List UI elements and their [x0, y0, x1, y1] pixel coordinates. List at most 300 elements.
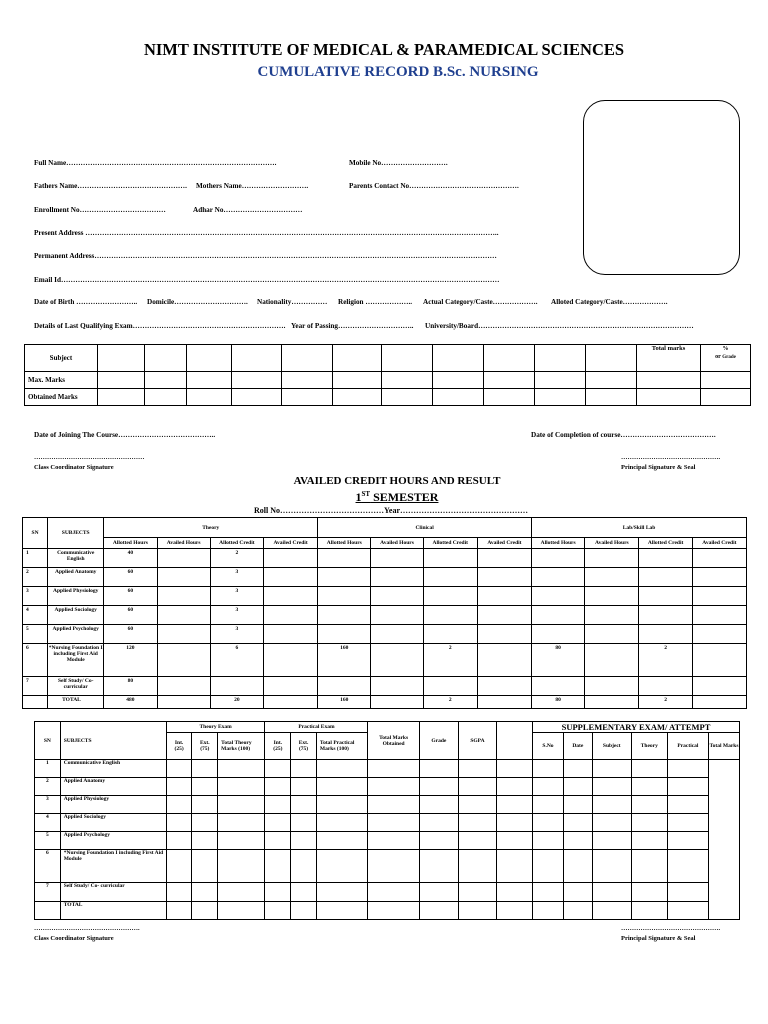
supp-theory-cell[interactable] [592, 796, 631, 814]
credit-hours-title: AVAILED CREDIT HOURS AND RESULT [293, 475, 501, 487]
lab-availed-credit-cell[interactable] [692, 568, 746, 587]
nationality-field[interactable]: Nationality…………… [257, 298, 328, 306]
result-table [34, 721, 740, 920]
lab-availed-credit-cell[interactable] [692, 587, 746, 606]
total-theory-cell[interactable] [218, 850, 265, 883]
theory-int-cell[interactable] [166, 760, 192, 778]
practical-ext-cell[interactable] [291, 850, 317, 883]
supp-sno-cell[interactable] [497, 832, 533, 850]
enrollment-field[interactable]: Enrollment No……………………………… [34, 206, 166, 214]
theory-ext-cell[interactable] [192, 814, 218, 832]
result-subject-cell: Applied Physiology [60, 796, 166, 814]
record-title: CUMULATIVE RECORD B.Sc. NURSING [257, 64, 539, 80]
actual-category-field[interactable]: Actual Category/Caste………………. [423, 298, 538, 306]
grade-cell[interactable] [419, 832, 458, 850]
supp-sno-cell[interactable] [497, 883, 533, 902]
supp-total-cell[interactable] [667, 796, 708, 814]
lab-allotted-hours-cell [532, 587, 585, 606]
supp-practical-cell[interactable] [631, 850, 667, 883]
supp-theory-cell[interactable] [592, 832, 631, 850]
lab-availed-hours-cell[interactable] [585, 625, 639, 644]
total-practical-cell[interactable] [316, 832, 367, 850]
practical-int-cell[interactable] [265, 832, 291, 850]
practical-ext-cell[interactable] [291, 883, 317, 902]
supp-date-cell[interactable] [533, 814, 564, 832]
email-field[interactable]: Email Id………………………………………………………………………………………………………………………………………………………………… [34, 276, 500, 284]
credit-sn-cell: 6 [23, 644, 48, 677]
result-row [35, 850, 740, 883]
grade-cell[interactable] [419, 850, 458, 883]
theory-availed-hours-cell[interactable] [157, 625, 210, 644]
percent-grade-header [700, 345, 750, 372]
supp-date-cell[interactable] [533, 778, 564, 796]
supp-subject-cell[interactable] [563, 883, 592, 902]
theory-availed-hours-cell[interactable] [157, 587, 210, 606]
supp-date-header: Date [563, 733, 592, 760]
lab-availed-hours-cell[interactable] [585, 549, 639, 568]
obtained-marks-row [25, 389, 751, 406]
clinical-availed-credit-cell[interactable] [477, 625, 531, 644]
lab-availed-credit-cell[interactable] [692, 549, 746, 568]
credit-row [23, 696, 747, 709]
theory-availed-credit-cell[interactable] [263, 568, 317, 587]
clinical-availed-hours-cell[interactable] [371, 696, 423, 709]
year-passing-field[interactable]: Year of Passing………………………….. [291, 322, 414, 330]
clinical-allotted-hours-cell: 160 [318, 644, 371, 677]
total-obtained-cell[interactable] [368, 814, 419, 832]
supp-practical-cell[interactable] [631, 778, 667, 796]
credit-row [23, 625, 747, 644]
total-obtained-cell[interactable] [368, 778, 419, 796]
theory-group-header: Theory [104, 518, 318, 538]
total-marks-header: Total marks [637, 345, 701, 372]
theory-availed-hours-cell[interactable] [157, 549, 210, 568]
grade-label: Grade [722, 355, 736, 360]
supp-sno-cell[interactable] [497, 796, 533, 814]
theory-availed-credit-cell[interactable] [263, 549, 317, 568]
theory-int-cell[interactable] [166, 796, 192, 814]
adhar-field[interactable]: Adhar No…………………………… [193, 206, 303, 214]
percent-label: % [722, 346, 729, 352]
credit-subjects-header: SUBJECTS [48, 518, 104, 549]
practical-int-cell[interactable] [265, 902, 291, 920]
supp-theory-cell[interactable] [592, 778, 631, 796]
supp-subject-cell[interactable] [563, 814, 592, 832]
theory-allotted-credit-cell: 3 [210, 568, 263, 587]
religion-field[interactable]: Religion ……………….. [338, 298, 413, 306]
lab-availed-credit-cell[interactable] [692, 696, 746, 709]
practical-int-cell[interactable] [265, 796, 291, 814]
sgpa-cell[interactable] [458, 902, 496, 920]
credit-row [23, 606, 747, 625]
supp-subject-cell[interactable] [563, 796, 592, 814]
supp-theory-cell[interactable] [592, 814, 631, 832]
supp-date-cell[interactable] [533, 902, 564, 920]
present-address-field[interactable]: Present Address ……………………………………………………………………………………………………………………………………………………….. [34, 229, 499, 237]
theory-availed-credit-cell[interactable] [263, 606, 317, 625]
supp-practical-cell[interactable] [631, 902, 667, 920]
practical-int-cell[interactable] [265, 760, 291, 778]
total-obtained-header: Total Marks Obtained [368, 722, 419, 760]
lab-availed-credit-cell[interactable] [692, 644, 746, 677]
theory-availed-credit-cell[interactable] [263, 644, 317, 677]
lab-availed-hours-cell[interactable] [585, 644, 639, 677]
supp-sno-cell[interactable] [497, 902, 533, 920]
total-obtained-cell[interactable] [368, 832, 419, 850]
lab-allotted-credit-cell [639, 625, 692, 644]
parents-contact-field[interactable]: Parents Contact No………………………………………. [349, 182, 519, 190]
grade-cell[interactable] [419, 814, 458, 832]
theory-allotted-hours-cell: 60 [104, 606, 157, 625]
theory-allotted-hours-header: Allotted Hours [104, 538, 157, 549]
supp-theory-cell[interactable] [592, 760, 631, 778]
semester-title [0, 490, 768, 505]
supp-practical-cell[interactable] [631, 883, 667, 902]
credit-subject-cell: Applied Physiology [48, 587, 104, 606]
practical-ext-label: Ext. [298, 740, 309, 746]
supp-total-cell[interactable] [667, 778, 708, 796]
sgpa-cell[interactable] [458, 832, 496, 850]
supp-sno-cell[interactable] [497, 778, 533, 796]
theory-int-cell[interactable] [166, 814, 192, 832]
result-sn-cell: 2 [35, 778, 61, 796]
supp-subject-cell[interactable] [563, 902, 592, 920]
total-practical-cell[interactable] [316, 814, 367, 832]
result-subject-cell: Applied Sociology [60, 814, 166, 832]
total-theory-cell[interactable] [218, 902, 265, 920]
clinical-allotted-hours-cell [318, 625, 371, 644]
clinical-allotted-hours-cell [318, 587, 371, 606]
full-name-field[interactable]: Full Name……………………………………………………………………………. [34, 159, 277, 167]
lab-availed-hours-cell[interactable] [585, 606, 639, 625]
semester-word: SEMESTER [370, 490, 439, 504]
theory-allotted-credit-header: Allotted Credit [210, 538, 263, 549]
result-sn-cell: 7 [35, 883, 61, 902]
lab-availed-hours-cell[interactable] [585, 587, 639, 606]
supp-sno-cell[interactable] [497, 760, 533, 778]
lab-availed-hours-cell[interactable] [585, 568, 639, 587]
footer-coordinator-line: …………………………………………. [34, 925, 140, 932]
clinical-allotted-credit-cell: 2 [423, 696, 477, 709]
clinical-allotted-credit-cell: 2 [423, 644, 477, 677]
last-exam-field[interactable]: Details of Last Qualifying Exam………………………………………………………. [34, 322, 286, 330]
result-row [35, 796, 740, 814]
practical-int-max: (25) [273, 746, 283, 752]
practical-ext-cell[interactable] [291, 832, 317, 850]
theory-int-cell[interactable] [166, 883, 192, 902]
clinical-availed-hours-cell[interactable] [371, 606, 423, 625]
credit-subject-cell: Applied Anatomy [48, 568, 104, 587]
theory-int-cell[interactable] [166, 778, 192, 796]
theory-ext-cell[interactable] [192, 796, 218, 814]
permanent-address-field[interactable]: Permanent Address…………………………………………………………………………………………………………………………………………………… [34, 252, 497, 260]
theory-int-cell[interactable] [166, 902, 192, 920]
credit-subject-cell: Applied Psychology [48, 625, 104, 644]
total-obtained-cell[interactable] [368, 796, 419, 814]
domicile-field[interactable]: Domicile…………………………. [147, 298, 248, 306]
supp-subject-cell[interactable] [563, 760, 592, 778]
theory-availed-credit-cell[interactable] [263, 677, 317, 696]
clinical-availed-hours-cell[interactable] [371, 549, 423, 568]
clinical-allotted-credit-header: Allotted Credit [423, 538, 477, 549]
total-practical-cell[interactable] [316, 850, 367, 883]
clinical-availed-credit-cell[interactable] [477, 568, 531, 587]
supp-theory-cell[interactable] [592, 902, 631, 920]
supp-date-cell[interactable] [533, 796, 564, 814]
supp-theory-cell[interactable] [592, 850, 631, 883]
grade-cell[interactable] [419, 778, 458, 796]
result-sn-cell [35, 902, 61, 920]
practical-ext-max: (75) [298, 746, 309, 752]
theory-ext-cell[interactable] [192, 850, 218, 883]
practical-ext-cell[interactable] [291, 814, 317, 832]
clinical-availed-hours-cell[interactable] [371, 568, 423, 587]
total-practical-cell[interactable] [316, 796, 367, 814]
clinical-allotted-hours-cell [318, 677, 371, 696]
clinical-availed-credit-cell[interactable] [477, 606, 531, 625]
footer-coordinator-label: Class Coordinator Signature [34, 935, 114, 942]
total-practical-cell[interactable] [316, 760, 367, 778]
clinical-group-header: Clinical [318, 518, 532, 538]
theory-availed-hours-header: Availed Hours [157, 538, 210, 549]
grade-cell[interactable] [419, 796, 458, 814]
principal-sign-line: ………………………………………. [621, 454, 721, 461]
total-theory-cell[interactable] [218, 832, 265, 850]
clinical-availed-credit-cell[interactable] [477, 696, 531, 709]
max-marks-label: Max. Marks [25, 372, 98, 389]
credit-row [23, 644, 747, 677]
clinical-availed-hours-cell[interactable] [371, 677, 423, 696]
supp-total-cell[interactable] [667, 760, 708, 778]
result-sn-cell: 6 [35, 850, 61, 883]
clinical-allotted-credit-cell [423, 568, 477, 587]
supp-total-cell[interactable] [667, 850, 708, 883]
total-theory-cell[interactable] [218, 883, 265, 902]
semester-number: 1 [355, 490, 362, 504]
sgpa-header: SGPA [458, 722, 496, 760]
practical-int-cell[interactable] [265, 778, 291, 796]
lab-availed-hours-cell[interactable] [585, 677, 639, 696]
coordinator-sign-line: …………………………………………… [34, 454, 145, 461]
theory-allotted-credit-cell: 3 [210, 625, 263, 644]
lab-allotted-credit-cell [639, 677, 692, 696]
result-subject-cell: *Nursing Foundation I including First Aid Module [60, 850, 166, 883]
clinical-availed-hours-cell[interactable] [371, 587, 423, 606]
practical-ext-cell[interactable] [291, 902, 317, 920]
lab-allotted-credit-cell [639, 606, 692, 625]
supp-theory-header: Theory [631, 733, 667, 760]
footer-principal-line: ………………………………………. [621, 925, 721, 932]
theory-ext-max: (75) [200, 746, 210, 752]
sgpa-cell[interactable] [458, 850, 496, 883]
supp-practical-cell[interactable] [631, 796, 667, 814]
theory-availed-credit-cell[interactable] [263, 696, 317, 709]
sgpa-cell[interactable] [458, 760, 496, 778]
theory-availed-hours-cell[interactable] [157, 644, 210, 677]
mothers-name-field[interactable]: Mothers Name………………………. [196, 182, 309, 190]
theory-ext-cell[interactable] [192, 902, 218, 920]
total-theory-cell[interactable] [218, 778, 265, 796]
practical-int-cell[interactable] [265, 814, 291, 832]
theory-allotted-credit-cell: 3 [210, 606, 263, 625]
supp-total-header: Total Marks [709, 733, 740, 760]
credit-sn-cell: 4 [23, 606, 48, 625]
practical-ext-cell[interactable] [291, 778, 317, 796]
lab-availed-credit-cell[interactable] [692, 677, 746, 696]
clinical-availed-hours-header: Availed Hours [371, 538, 423, 549]
supp-date-cell[interactable] [533, 850, 564, 883]
result-row [35, 883, 740, 902]
total-practical-cell[interactable] [316, 778, 367, 796]
total-theory-header: Total Theory Marks (100) [218, 733, 265, 760]
theory-allotted-hours-cell: 60 [104, 568, 157, 587]
credit-sn-header: SN [23, 518, 48, 549]
total-obtained-cell[interactable] [368, 883, 419, 902]
supp-sno-cell[interactable] [497, 850, 533, 883]
or-label: or [715, 354, 721, 360]
lab-allotted-credit-cell [639, 549, 692, 568]
result-subject-cell: TOTAL [60, 902, 166, 920]
result-subject-cell: Applied Anatomy [60, 778, 166, 796]
theory-allotted-credit-cell: 20 [210, 696, 263, 709]
result-row [35, 902, 740, 920]
theory-availed-hours-cell[interactable] [157, 677, 210, 696]
supp-total-cell[interactable] [667, 832, 708, 850]
lab-allotted-hours-cell [532, 625, 585, 644]
fathers-name-field[interactable]: Fathers Name………………………………………. [34, 182, 187, 190]
credit-subject-cell: Applied Sociology [48, 606, 104, 625]
practical-ext-cell[interactable] [291, 760, 317, 778]
photo-box [583, 100, 740, 275]
lab-allotted-hours-cell: 80 [532, 644, 585, 677]
supp-total-cell[interactable] [667, 883, 708, 902]
theory-ext-cell[interactable] [192, 760, 218, 778]
sgpa-cell[interactable] [458, 778, 496, 796]
supp-total-cell[interactable] [667, 814, 708, 832]
total-practical-cell[interactable] [316, 902, 367, 920]
date-completion-field[interactable]: Date of Completion of course…………………………………. [531, 431, 716, 439]
clinical-allotted-hours-cell [318, 568, 371, 587]
total-obtained-cell[interactable] [368, 902, 419, 920]
theory-availed-credit-header: Availed Credit [263, 538, 317, 549]
grade-cell[interactable] [419, 883, 458, 902]
clinical-allotted-hours-cell: 160 [318, 696, 371, 709]
total-theory-cell[interactable] [218, 760, 265, 778]
theory-int-header [166, 733, 192, 760]
lab-availed-credit-cell[interactable] [692, 606, 746, 625]
credit-sn-cell: 2 [23, 568, 48, 587]
result-row [35, 814, 740, 832]
grade-cell[interactable] [419, 760, 458, 778]
dob-field[interactable]: Date of Birth …………………….. [34, 298, 138, 306]
practical-ext-cell[interactable] [291, 796, 317, 814]
supp-practical-cell[interactable] [631, 814, 667, 832]
supp-date-cell[interactable] [533, 883, 564, 902]
grade-cell[interactable] [419, 902, 458, 920]
obtained-marks-label: Obtained Marks [25, 389, 98, 406]
credit-subject-cell: *Nursing Foundation I including First Aid Module [48, 644, 104, 677]
supp-subject-cell[interactable] [563, 832, 592, 850]
lab-availed-hours-cell[interactable] [585, 696, 639, 709]
clinical-availed-credit-cell[interactable] [477, 549, 531, 568]
supp-subject-cell[interactable] [563, 850, 592, 883]
total-theory-cell[interactable] [218, 814, 265, 832]
theory-ext-cell[interactable] [192, 832, 218, 850]
theory-allotted-hours-cell: 60 [104, 587, 157, 606]
mobile-field[interactable]: Mobile No………………………. [349, 159, 448, 167]
practical-int-cell[interactable] [265, 883, 291, 902]
lab-allotted-hours-header: Allotted Hours [532, 538, 585, 549]
principal-signature-label: Principal Signature & Seal [621, 464, 696, 471]
practical-int-cell[interactable] [265, 850, 291, 883]
sgpa-cell[interactable] [458, 814, 496, 832]
sgpa-cell[interactable] [458, 796, 496, 814]
result-row [35, 778, 740, 796]
date-joining-field[interactable]: Date of Joining The Course………………………………….. [34, 431, 216, 439]
credit-row [23, 677, 747, 696]
total-practical-header: Total Practical Marks (100) [316, 733, 367, 760]
supp-date-cell[interactable] [533, 832, 564, 850]
total-obtained-cell[interactable] [368, 760, 419, 778]
institute-title: NIMT INSTITUTE OF MEDICAL & PARAMEDICAL SCIENCES [143, 40, 625, 59]
theory-availed-hours-cell[interactable] [157, 606, 210, 625]
practical-int-label: Int. [273, 740, 283, 746]
result-sn-cell: 3 [35, 796, 61, 814]
theory-availed-hours-cell[interactable] [157, 696, 210, 709]
theory-ext-cell[interactable] [192, 778, 218, 796]
lab-allotted-credit-cell [639, 568, 692, 587]
qualifying-marks-table [24, 344, 751, 406]
supp-date-cell[interactable] [533, 760, 564, 778]
supp-total-cell[interactable] [667, 902, 708, 920]
practical-exam-header: Practical Exam [265, 722, 368, 733]
supp-theory-cell[interactable] [592, 883, 631, 902]
clinical-availed-credit-cell[interactable] [477, 587, 531, 606]
total-obtained-cell[interactable] [368, 850, 419, 883]
sgpa-cell[interactable] [458, 883, 496, 902]
total-practical-cell[interactable] [316, 883, 367, 902]
theory-ext-cell[interactable] [192, 883, 218, 902]
clinical-availed-credit-cell[interactable] [477, 677, 531, 696]
roll-year-field[interactable]: Roll No…………………………………Year………………………………………… [254, 506, 528, 515]
result-sn-cell: 1 [35, 760, 61, 778]
theory-availed-credit-cell[interactable] [263, 625, 317, 644]
theory-availed-hours-cell[interactable] [157, 568, 210, 587]
lab-allotted-hours-cell [532, 677, 585, 696]
clinical-availed-hours-cell[interactable] [371, 625, 423, 644]
theory-int-cell[interactable] [166, 850, 192, 883]
result-subject-cell: Applied Psychology [60, 832, 166, 850]
total-theory-cell[interactable] [218, 796, 265, 814]
result-subject-cell: Self Study/ Co- curricular [60, 883, 166, 902]
clinical-availed-hours-cell[interactable] [371, 644, 423, 677]
theory-availed-credit-cell[interactable] [263, 587, 317, 606]
lab-allotted-hours-cell [532, 606, 585, 625]
credit-row [23, 587, 747, 606]
credit-subject-cell: TOTAL [48, 696, 104, 709]
clinical-allotted-hours-cell [318, 606, 371, 625]
supp-practical-cell[interactable] [631, 832, 667, 850]
supp-subject-cell[interactable] [563, 778, 592, 796]
supp-sno-cell[interactable] [497, 814, 533, 832]
clinical-availed-credit-cell[interactable] [477, 644, 531, 677]
theory-int-cell[interactable] [166, 832, 192, 850]
lab-availed-credit-cell[interactable] [692, 625, 746, 644]
clinical-allotted-credit-cell [423, 606, 477, 625]
university-field[interactable]: University/Board……………………………………………………………………………… [425, 322, 694, 330]
supp-practical-cell[interactable] [631, 760, 667, 778]
alloted-category-field[interactable]: Alloted Category/Caste………………. [551, 298, 668, 306]
